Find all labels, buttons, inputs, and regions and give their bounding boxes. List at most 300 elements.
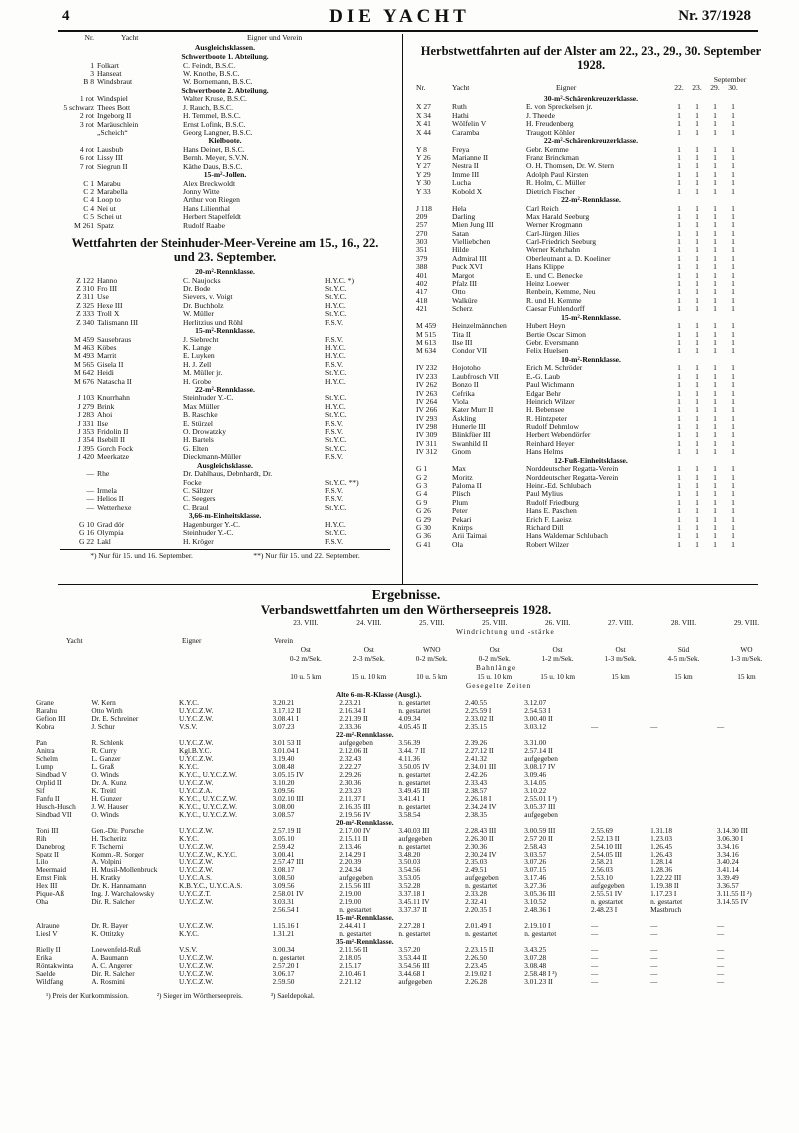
time-cell: 2.16.35 III	[339, 802, 371, 811]
start-mark: 1	[731, 406, 735, 415]
course-row-cell: 15 km	[611, 672, 630, 681]
time-cell: 2.19.10 I	[524, 922, 551, 931]
yacht-name	[97, 479, 183, 487]
club: F.S.V.	[325, 453, 344, 462]
time-cell: 2.30.36	[465, 842, 488, 851]
owner: Hans Waldemar Schlubach	[526, 532, 608, 541]
start-mark: 1	[713, 406, 717, 415]
club	[325, 70, 385, 78]
yacht-name: Heinzelmännchen	[452, 322, 507, 331]
time-cell: 3.52.28	[398, 882, 421, 891]
result-row	[36, 882, 776, 890]
speed-row-cell: 0-2 m/Sek.	[415, 654, 448, 663]
start-mark: 1	[677, 423, 681, 432]
start-mark: 1	[677, 338, 681, 347]
start-mark: 1	[677, 532, 681, 541]
start-mark: 1	[713, 423, 717, 432]
start-mark: 1	[731, 364, 735, 373]
sail-number: 270	[416, 229, 428, 238]
yacht-name: Husch-Husch	[36, 802, 76, 811]
owner: Komm.-R. Sorger	[91, 850, 144, 859]
entry-row	[60, 205, 390, 213]
time-cell: 3.00.34	[272, 946, 295, 955]
owner: H. Freudenberg	[526, 120, 574, 129]
time-cell: Mastbruch	[650, 906, 682, 914]
sail-number: Y 26	[416, 153, 431, 162]
start-mark: 1	[731, 179, 735, 188]
yacht-name: Talismann III	[97, 318, 139, 327]
time-cell: 2.15.17	[339, 962, 362, 971]
yacht-name: Ola	[452, 540, 463, 549]
start-mark: 1	[677, 221, 681, 230]
time-cell: 2.33.02 II	[465, 715, 494, 723]
yacht-name: Irmela	[97, 486, 117, 495]
start-mark: 1	[731, 322, 735, 331]
owner: H. Gunzer	[91, 794, 122, 803]
entry-row	[416, 482, 766, 490]
start-mark: 1	[713, 170, 717, 179]
club: U.Y.C.Z.A.	[179, 786, 213, 795]
result-row	[36, 699, 776, 707]
yacht-name: Meerkatze	[97, 453, 130, 462]
time-cell: —	[716, 723, 725, 731]
start-mark: 1	[677, 305, 681, 314]
time-cell: 3.37.37 II	[398, 906, 427, 914]
yacht-name: Grad dör	[97, 520, 125, 529]
start-mark: 1	[677, 347, 681, 356]
time-cell: 4.05.45 II	[398, 723, 427, 731]
yacht-name: Rhe	[97, 470, 110, 479]
start-mark: 1	[731, 532, 735, 541]
time-cell: 2.32.43	[339, 755, 362, 763]
time-cell	[717, 787, 776, 795]
time-cell: 3.12.07	[524, 699, 547, 708]
yacht-name: Fro III	[97, 285, 118, 293]
time-cell: 2.21.39 II	[339, 715, 368, 723]
time-cell: 3.10.52	[524, 898, 547, 907]
owner: K. Lange	[183, 343, 212, 352]
start-mark: 1	[695, 179, 699, 188]
club	[325, 95, 385, 103]
yacht-name: Troll X	[97, 310, 120, 319]
yacht-name: Schelm	[36, 755, 58, 763]
page-number: 4	[62, 8, 70, 24]
entry-row	[416, 255, 766, 263]
owner: Robert Wilzer	[526, 540, 569, 549]
owner: J. W. Hauser	[91, 802, 129, 811]
time-cell: aufgegeben	[591, 882, 625, 891]
owner: Reinhard Heyer	[526, 439, 575, 448]
time-cell: aufgegeben	[398, 834, 433, 843]
start-mark: 1	[713, 347, 717, 356]
start-mark: 1	[713, 372, 717, 381]
start-mark: 1	[713, 507, 717, 516]
time-cell: 2.42.26	[465, 770, 488, 779]
result-row	[36, 779, 776, 787]
owner: E. Luyken	[183, 352, 215, 361]
start-mark: 1	[713, 338, 717, 347]
yacht-name: Äskling	[452, 414, 477, 423]
entry-row	[60, 222, 390, 230]
start-mark: 1	[713, 305, 717, 314]
start-mark: 1	[695, 120, 699, 129]
start-mark: 1	[731, 423, 735, 432]
yacht-name: Cefrika	[452, 389, 475, 398]
time-cell	[650, 811, 717, 819]
time-cell: 3.03.31	[272, 898, 295, 907]
start-mark: 1	[731, 372, 735, 381]
entry-row	[416, 146, 766, 154]
owner: Dr. R. Bayer	[91, 922, 129, 931]
wind-label: Windrichtung und -stärke	[456, 627, 555, 636]
owner: Carl Reich	[526, 204, 559, 213]
result-row	[36, 866, 776, 874]
owner: Dr. Buchholz	[183, 301, 224, 310]
sail-number: G 4	[416, 490, 428, 499]
yacht-name: Pan	[36, 739, 47, 748]
owner: Gebr. Kemme	[526, 145, 569, 154]
yacht-name: Ingeborg II	[97, 112, 132, 121]
time-cell: 2.56.54 I	[272, 906, 299, 914]
yacht-name: Walküre	[452, 296, 478, 305]
club	[325, 213, 385, 221]
owner-header: Eigner	[182, 636, 202, 645]
time-cell: 3.49.45 III	[398, 786, 430, 795]
sail-number: 351	[416, 246, 428, 255]
time-cell: 3.56.39	[398, 739, 421, 748]
sail-number: G 3	[416, 482, 428, 490]
start-mark: 1	[677, 187, 681, 196]
time-cell	[650, 747, 717, 755]
time-cell: 3.05.10	[272, 834, 295, 843]
time-cell: n. gestartet	[650, 898, 683, 907]
wind-row-cell: Süd	[677, 645, 690, 654]
start-mark: 1	[677, 364, 681, 373]
owner: Hans Helms	[526, 448, 564, 457]
time-cell: 3.14.30 III	[716, 826, 748, 835]
club	[325, 222, 385, 230]
sail-number: M 261	[73, 221, 94, 230]
start-mark: 1	[677, 482, 681, 490]
time-cell: 1.26.43	[650, 850, 673, 859]
entry-row	[60, 529, 390, 537]
sail-number: IV 298	[416, 423, 438, 432]
start-mark: 1	[731, 271, 735, 280]
start-mark: 1	[677, 111, 681, 120]
yacht-name: Mien Jung III	[452, 221, 494, 230]
yacht-name: Max	[452, 465, 466, 474]
time-cell	[591, 787, 650, 795]
owner: Paul Mylius	[526, 490, 563, 499]
time-cell: 3.48.20	[398, 850, 421, 859]
start-mark: 1	[731, 389, 735, 398]
yacht-name: Erika	[36, 954, 52, 963]
owner: A. Volpini	[91, 858, 122, 867]
club: U.Y.C.Z.W.	[179, 978, 214, 986]
time-cell: 2.27.12 II	[465, 747, 494, 755]
time-cell: 2.59.42	[272, 842, 295, 851]
owner: Dr. K. Hannamann	[91, 882, 147, 891]
sail-number: IV 264	[416, 397, 438, 406]
owner: R. und H. Kemme	[526, 296, 582, 305]
result-row	[36, 930, 776, 938]
sail-number: Y 8	[416, 145, 427, 154]
result-row	[36, 954, 776, 962]
start-mark: 1	[731, 120, 735, 129]
time-cell: 2.53.10	[591, 874, 613, 883]
yacht-header: Yacht	[452, 83, 470, 93]
time-cell: 2.15.11 II	[339, 834, 368, 843]
club	[325, 205, 385, 213]
start-mark: 1	[713, 280, 717, 289]
sail-number: G 1	[416, 465, 428, 474]
speed-row-cell: 2-3 m/Sek.	[352, 654, 385, 663]
time-cell: 2.19.02 I	[465, 970, 492, 978]
start-mark: 1	[677, 238, 681, 247]
yacht-name: Gorch Fock	[97, 444, 134, 453]
entry-row	[416, 112, 766, 120]
owner: Heinrich Wilzer	[526, 397, 575, 406]
result-row	[36, 803, 776, 811]
time-cell: 3.34.16	[716, 850, 739, 859]
header-spacer	[36, 673, 273, 682]
time-cell: 2.58.48 I ³)	[524, 970, 557, 978]
entry-row	[60, 213, 390, 221]
owner: A. Rosmini	[91, 978, 125, 986]
time-cell: —	[591, 946, 599, 955]
start-mark: 1	[731, 153, 735, 162]
start-mark: 1	[677, 448, 681, 457]
time-cell: 2.55.51 IV	[591, 890, 623, 899]
start-mark: 1	[731, 111, 735, 120]
sail-number: J 420	[77, 453, 94, 462]
yacht-name: Freya	[452, 145, 470, 154]
start-mark: 1	[695, 439, 699, 448]
time-cell: 3.11.55 II ²)	[716, 890, 752, 899]
sail-number: M 642	[73, 369, 94, 378]
start-mark: 1	[731, 263, 735, 272]
entry-row	[416, 221, 766, 229]
yacht-name: Wildfang	[36, 978, 64, 986]
yacht-name: Pique-Aß	[36, 890, 64, 899]
sail-number: IV 262	[416, 381, 438, 390]
yacht-name: Olympia	[97, 529, 124, 538]
yacht-name: Paloma II	[452, 482, 482, 490]
results-title: Ergebnisse.	[371, 588, 441, 603]
start-mark: 1	[731, 473, 735, 482]
owner: R. Curry	[91, 747, 117, 755]
club: F.S.V.	[325, 419, 344, 428]
owner: F. Tscherni	[91, 842, 124, 851]
course-row-cell: 15 u. 10 km	[540, 672, 576, 681]
time-cell	[717, 779, 776, 787]
start-mark: 1	[677, 162, 681, 171]
start-mark: 1	[713, 540, 717, 549]
time-cell: 2.33.36	[339, 723, 362, 731]
entry-row	[60, 445, 390, 453]
club: U.Y.C.Z.W.	[179, 922, 214, 931]
time-cell: 3.50.03	[398, 858, 421, 867]
club	[325, 121, 385, 129]
club	[325, 78, 385, 86]
start-mark: 1	[731, 507, 735, 516]
sail-number: 303	[416, 238, 428, 247]
result-row	[36, 890, 776, 898]
left-entry-list	[60, 44, 390, 230]
owner: R. Schlenk	[91, 739, 124, 748]
course-row-cell: 15 km	[737, 672, 756, 681]
start-mark: 1	[695, 170, 699, 179]
class-heading: 3,66-m-Einheitsklasse.	[188, 511, 262, 521]
club: St.Y.C.	[325, 529, 347, 538]
time-cell: 2.49.51	[465, 866, 488, 875]
yacht-name: Brink	[97, 402, 115, 411]
time-cell	[717, 763, 776, 771]
sail-number: 1 rot	[79, 95, 94, 104]
footnote-2: ²) Sieger im Wörtherseepreis.	[156, 990, 243, 1000]
class-heading: 22-m²-Schärenkreuzerklasse.	[543, 135, 639, 145]
time-cell: —	[650, 946, 658, 955]
start-mark: 1	[695, 389, 699, 398]
column-divider	[402, 34, 403, 584]
owner	[91, 906, 179, 914]
entry-row	[416, 390, 766, 398]
yacht-name: Ilse	[97, 419, 108, 428]
magazine-title: DIE YACHT	[329, 6, 470, 27]
start-mark: 1	[677, 439, 681, 448]
start-mark: 1	[731, 482, 735, 490]
time-cell: 3.03.12	[524, 723, 547, 731]
start-mark: 1	[695, 448, 699, 457]
club: U.Y.C.Z.W.	[179, 970, 214, 978]
yacht-name: Nestra II	[452, 162, 479, 171]
date-row-cell: 28. VIII.	[670, 618, 697, 627]
yacht-name: Lissy III	[97, 154, 123, 163]
sail-number: IV 312	[416, 448, 438, 457]
time-cell: 3.08.48	[272, 762, 295, 771]
owner: H. Grobe	[183, 377, 212, 386]
start-mark: 1	[695, 229, 699, 238]
club: F.S.V.	[325, 495, 344, 504]
entry-row	[60, 361, 390, 369]
alster-entry-list	[416, 95, 766, 549]
yacht-name: Plum	[452, 498, 469, 507]
club: U.Y.C.Z.W.	[179, 715, 214, 723]
wind-row-cell: Ost	[615, 645, 626, 654]
wind-row-cell: Ost	[489, 645, 500, 654]
yacht-name: Köbes	[97, 343, 117, 352]
entry-row	[60, 180, 390, 188]
owner: K. Treitl	[91, 786, 117, 795]
time-cell: 3.08.48	[524, 962, 547, 971]
owner: E. von Spreckelsen jr.	[526, 103, 593, 112]
owner: Dir. R. Salcher	[91, 970, 135, 978]
owner: Adolph Paul Kirsten	[526, 170, 589, 179]
start-mark: 1	[731, 439, 735, 448]
time-cell: 3.09.56	[272, 882, 295, 891]
start-mark: 1	[713, 238, 717, 247]
start-mark: 1	[713, 439, 717, 448]
time-cell	[717, 771, 776, 779]
owner: Hans E. Paschen	[526, 507, 577, 516]
time-cell: 2.24.34	[339, 866, 362, 875]
time-cell	[591, 715, 650, 723]
yacht-name: Natascha II	[97, 377, 132, 386]
time-cell: aufgegeben	[339, 739, 373, 748]
time-cell: 3.03.57	[524, 850, 547, 859]
club: H.Y.C.	[325, 402, 346, 411]
start-mark: 1	[731, 288, 735, 297]
club: K.Y.C., U.Y.C.Z.W.	[179, 810, 237, 819]
start-mark: 1	[677, 103, 681, 112]
sail-number: G 26	[416, 507, 431, 516]
yacht-name: Kobold X	[452, 187, 483, 196]
club: F.S.V.	[325, 335, 344, 344]
sail-number: —	[86, 470, 94, 479]
start-mark: 1	[713, 120, 717, 129]
entry-row	[416, 516, 766, 524]
owner: M. Müller jr.	[183, 369, 223, 378]
time-cell: 3.01.23 II	[524, 978, 553, 986]
yacht-name: Sindbad V	[36, 770, 67, 779]
start-mark: 1	[695, 523, 699, 532]
time-cell: 4.09.34	[398, 715, 421, 723]
start-mark: 1	[677, 431, 681, 440]
club: F.S.V.	[325, 428, 344, 437]
start-mark: 1	[695, 288, 699, 297]
start-mark: 1	[713, 229, 717, 238]
owner: Dr. Bode	[183, 285, 211, 293]
start-mark: 1	[713, 296, 717, 305]
start-mark: 1	[695, 397, 699, 406]
owner: A. Baumann	[91, 954, 129, 963]
club: U.Y.C.Z.W.	[179, 739, 214, 748]
entry-row	[416, 120, 766, 128]
time-cell: 2.01.49 I	[465, 922, 492, 931]
owner: Herlitzius und Röhl	[183, 318, 243, 327]
owner-header: Eigner	[556, 83, 577, 93]
yacht-name: Wölfelin V	[452, 120, 487, 129]
yacht-name: Ernst Fink	[36, 874, 67, 883]
start-mark: 1	[713, 128, 717, 137]
sail-number	[60, 479, 97, 487]
club	[325, 163, 385, 171]
yacht-name: Danebrog	[36, 842, 65, 851]
time-cell: 3.09.56	[272, 786, 295, 795]
start-mark: 1	[677, 212, 681, 221]
times-label: Gesegelte Zeiten	[466, 681, 532, 690]
sail-number: J 103	[77, 394, 94, 403]
club: St.Y.C.	[325, 444, 347, 453]
start-mark: 1	[713, 162, 717, 171]
start-mark: 1	[695, 145, 699, 154]
yacht-name: Sausebraus	[97, 335, 132, 344]
class-heading: Alte 6-m-R-Klasse (Ausgl.).	[336, 690, 422, 699]
class-heading: 22-m²-Rennklasse.	[561, 194, 621, 204]
time-cell	[591, 747, 650, 755]
entry-row	[416, 280, 766, 288]
time-cell	[591, 795, 650, 803]
start-mark: 1	[713, 179, 717, 188]
time-cell: 2.26.18 I	[465, 794, 492, 803]
header-spacer	[36, 655, 273, 664]
time-cell: n. gestartet	[272, 954, 305, 963]
course-label-row	[36, 664, 776, 673]
sail-number: IV 233	[416, 372, 438, 381]
yacht-name: Spatz	[97, 221, 114, 230]
date-row-cell: 25. VIII.	[482, 618, 508, 627]
start-mark: 1	[677, 263, 681, 272]
